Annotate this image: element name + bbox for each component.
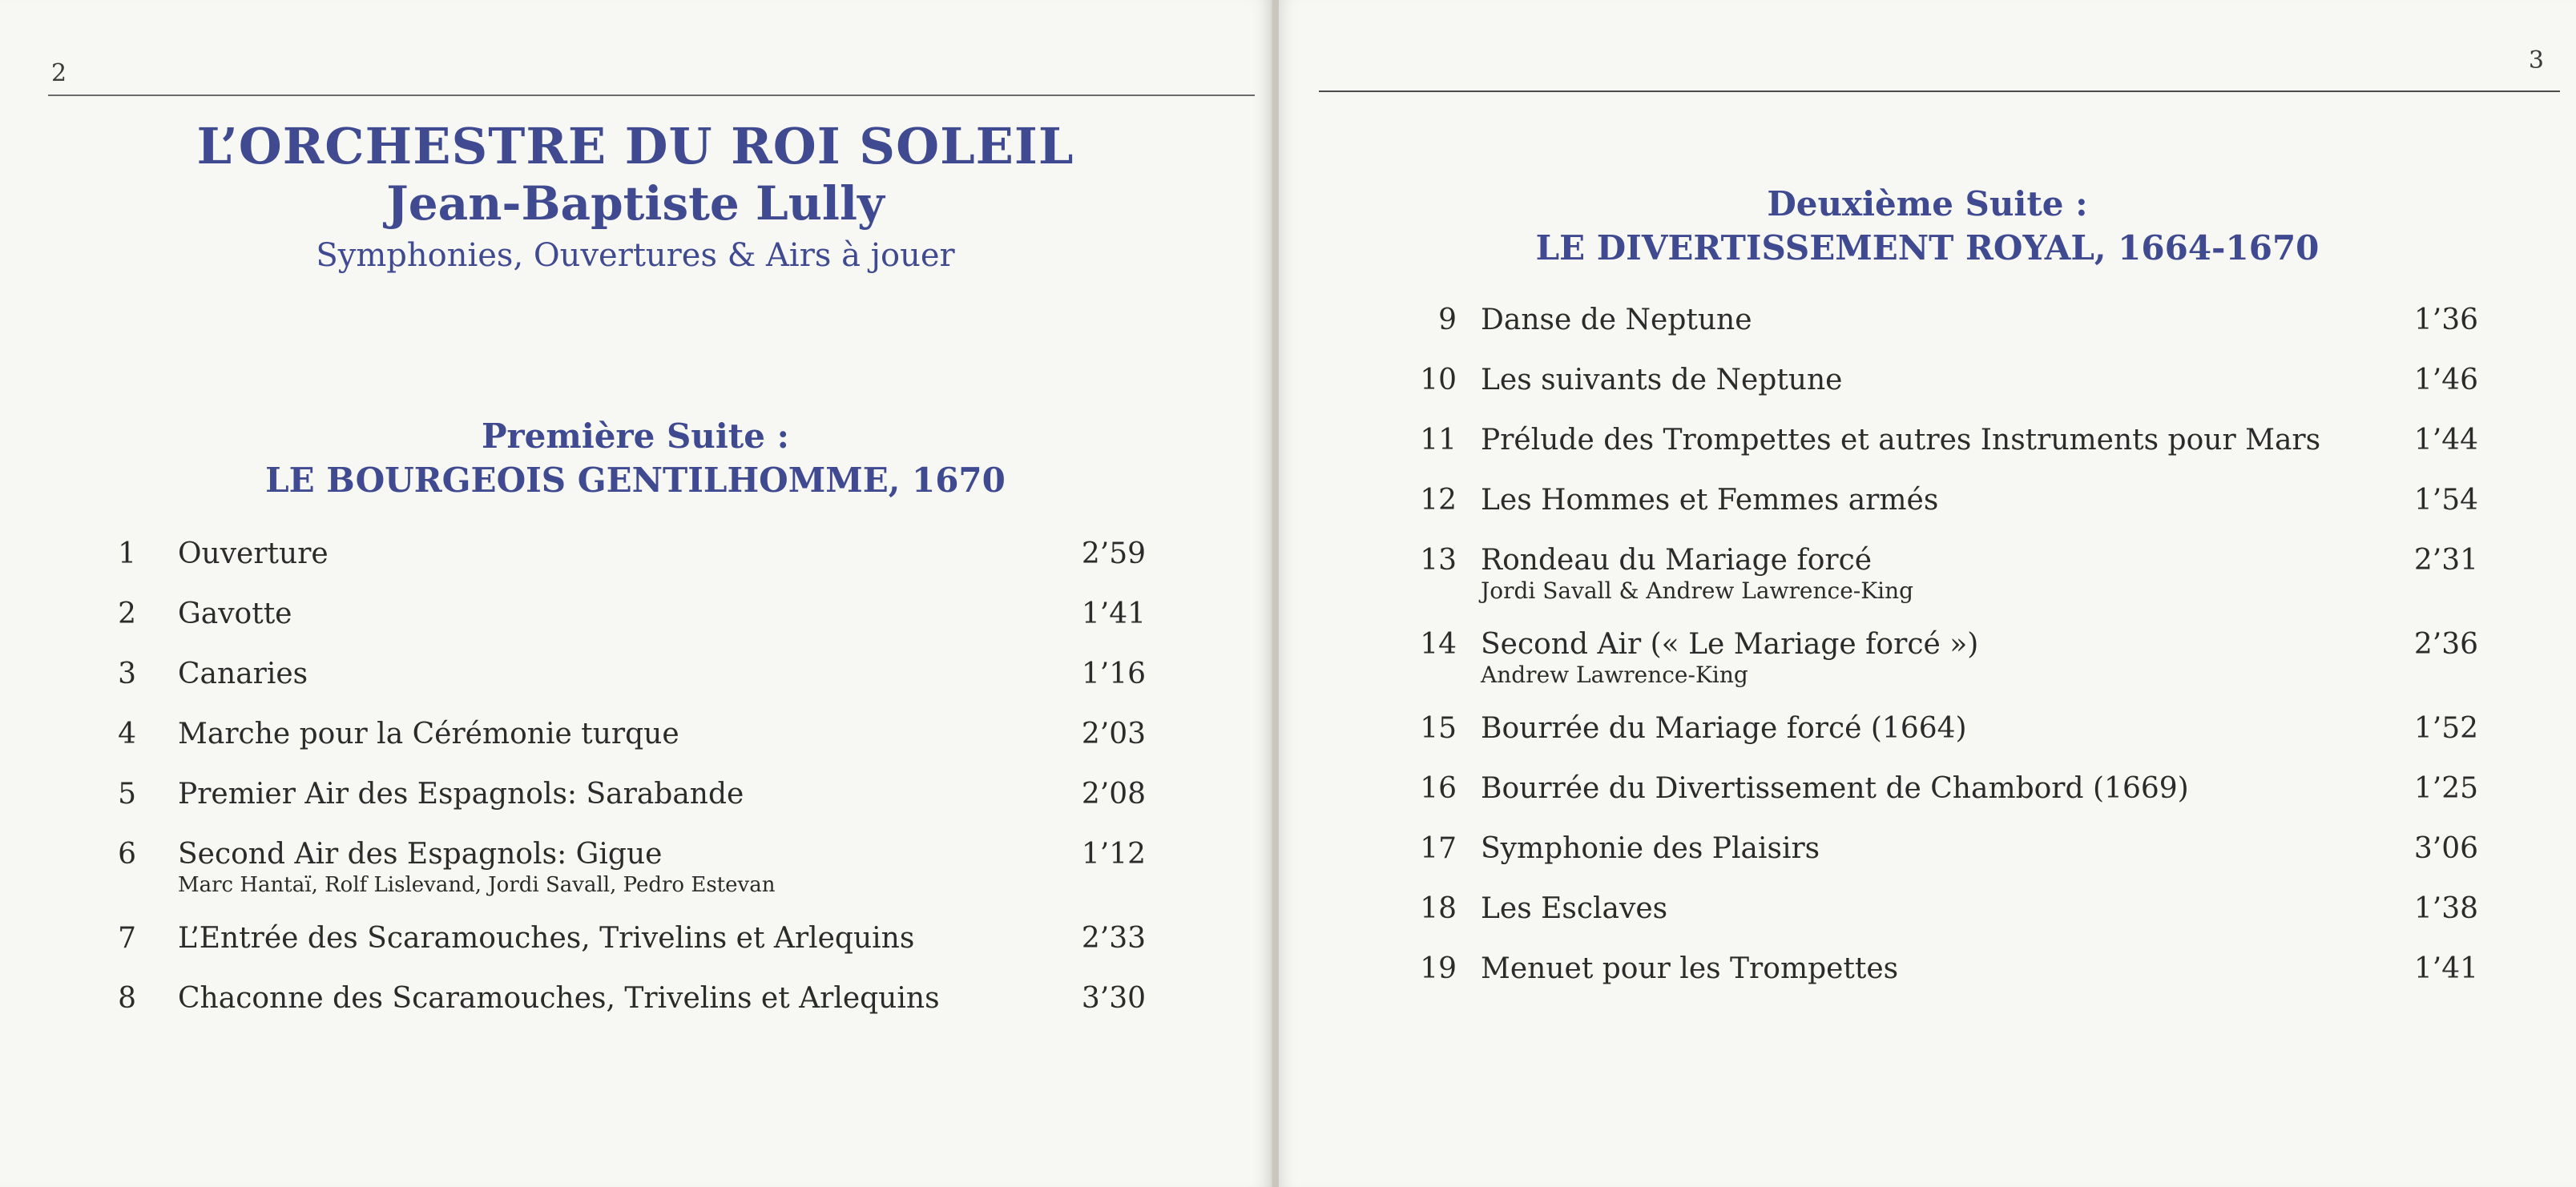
suite-label: Première Suite : bbox=[481, 416, 790, 456]
track-title: Les Hommes et Femmes armés bbox=[1481, 484, 1939, 517]
track-duration: 2’59 bbox=[1081, 537, 1146, 570]
suite-title: LE BOURGEOIS GENTILHOMME, 1670 bbox=[265, 460, 1006, 500]
track-number: 6 bbox=[118, 838, 136, 871]
track-title: Canaries bbox=[178, 658, 308, 690]
track-number: 11 bbox=[1420, 424, 1457, 457]
suite-heading bbox=[0, 415, 1271, 502]
track-row bbox=[1417, 626, 2478, 688]
track-duration: 2’36 bbox=[2413, 628, 2478, 661]
track-performers: Andrew Lawrence-King bbox=[1481, 662, 1748, 688]
track-duration: 1’44 bbox=[2413, 424, 2478, 457]
track-row bbox=[120, 715, 1146, 754]
track-duration: 1’41 bbox=[2413, 952, 2478, 985]
track-row bbox=[1417, 770, 2478, 808]
track-title: Symphonie des Plaisirs bbox=[1481, 832, 1820, 865]
suite-label: Deuxième Suite : bbox=[1767, 184, 2088, 223]
track-number: 7 bbox=[118, 922, 136, 955]
track-row bbox=[120, 775, 1146, 814]
track-duration: 2’03 bbox=[1081, 718, 1146, 750]
track-row bbox=[120, 535, 1146, 573]
track-row bbox=[120, 980, 1146, 1018]
track-title: Second Air (« Le Mariage forcé ») bbox=[1481, 628, 1979, 661]
track-number: 17 bbox=[1420, 832, 1457, 865]
left-page bbox=[0, 0, 1272, 1187]
suite-heading bbox=[1279, 183, 2576, 270]
track-row bbox=[1417, 541, 2478, 604]
track-row bbox=[1417, 361, 2478, 400]
track-row bbox=[120, 835, 1146, 898]
track-row bbox=[1417, 421, 2478, 460]
tracklist bbox=[120, 535, 1146, 1040]
track-number: 3 bbox=[118, 658, 136, 690]
track-title: Second Air des Espagnols: Gigue bbox=[178, 838, 663, 871]
track-title: L’Entrée des Scaramouches, Trivelins et Arlequins bbox=[178, 922, 915, 955]
track-title: Menuet pour les Trompettes bbox=[1481, 952, 1899, 985]
page-number: 2 bbox=[51, 59, 67, 87]
track-number: 15 bbox=[1420, 712, 1457, 745]
header-rule bbox=[48, 95, 1255, 96]
track-performers: Marc Hantaï, Rolf Lislevand, Jordi Savall, Pedro Estevan bbox=[178, 873, 776, 897]
track-number: 5 bbox=[118, 778, 136, 811]
track-duration: 1’46 bbox=[2413, 364, 2478, 396]
track-row bbox=[1417, 830, 2478, 868]
suite-title: LE DIVERTISSEMENT ROYAL, 1664-1670 bbox=[1535, 227, 2320, 268]
composer-name: Jean-Baptiste Lully bbox=[386, 176, 885, 231]
track-row bbox=[120, 595, 1146, 634]
track-row bbox=[1417, 481, 2478, 520]
right-page bbox=[1279, 0, 2576, 1187]
track-number: 14 bbox=[1420, 628, 1457, 661]
track-number: 16 bbox=[1420, 772, 1457, 805]
track-title: Premier Air des Espagnols: Sarabande bbox=[178, 778, 744, 811]
track-duration: 1’41 bbox=[1081, 598, 1146, 630]
page-number: 3 bbox=[2528, 46, 2544, 74]
track-title: Les suivants de Neptune bbox=[1481, 364, 1843, 396]
track-number: 18 bbox=[1420, 892, 1457, 925]
album-subtitle: Symphonies, Ouvertures & Airs à jouer bbox=[316, 237, 955, 274]
track-title: Marche pour la Cérémonie turque bbox=[178, 718, 679, 750]
track-duration: 2’33 bbox=[1081, 922, 1146, 955]
track-title: Les Esclaves bbox=[1481, 892, 1668, 925]
track-duration: 1’25 bbox=[2413, 772, 2478, 805]
track-row bbox=[1417, 301, 2478, 340]
track-number: 4 bbox=[118, 718, 136, 750]
track-number: 12 bbox=[1420, 484, 1457, 517]
track-title: Danse de Neptune bbox=[1481, 304, 1752, 336]
track-title: Ouverture bbox=[178, 537, 329, 570]
track-title: Gavotte bbox=[178, 598, 292, 630]
track-duration: 1’16 bbox=[1081, 658, 1146, 690]
tracklist bbox=[1417, 301, 2478, 1010]
track-duration: 1’36 bbox=[2413, 304, 2478, 336]
track-title: Rondeau du Mariage forcé bbox=[1481, 544, 1873, 577]
track-row bbox=[1417, 890, 2478, 928]
track-number: 8 bbox=[118, 982, 136, 1015]
track-duration: 3’30 bbox=[1081, 982, 1146, 1015]
track-row bbox=[120, 919, 1146, 958]
track-duration: 1’12 bbox=[1081, 838, 1146, 871]
track-title: Prélude des Trompettes et autres Instruments pour Mars bbox=[1481, 424, 2321, 457]
track-duration: 2’31 bbox=[2413, 544, 2478, 577]
track-duration: 1’52 bbox=[2413, 712, 2478, 745]
track-title: Bourrée du Mariage forcé (1664) bbox=[1481, 712, 1967, 745]
track-duration: 1’54 bbox=[2413, 484, 2478, 517]
track-duration: 2’08 bbox=[1081, 778, 1146, 811]
track-title: Bourrée du Divertissement de Chambord (1669) bbox=[1481, 772, 2189, 805]
track-title: Chaconne des Scaramouches, Trivelins et Arlequins bbox=[178, 982, 940, 1015]
track-performers: Jordi Savall & Andrew Lawrence-King bbox=[1481, 577, 1914, 604]
track-duration: 1’38 bbox=[2413, 892, 2478, 925]
track-number: 10 bbox=[1420, 364, 1457, 396]
track-number: 13 bbox=[1420, 544, 1457, 577]
book-gutter bbox=[1272, 0, 1279, 1187]
track-row bbox=[120, 655, 1146, 694]
track-row bbox=[1417, 950, 2478, 988]
album-title: L’ORCHESTRE DU ROI SOLEIL bbox=[196, 117, 1074, 175]
track-number: 2 bbox=[118, 598, 136, 630]
header-rule bbox=[1319, 91, 2560, 92]
track-number: 1 bbox=[118, 537, 136, 570]
track-number: 19 bbox=[1420, 952, 1457, 985]
track-duration: 3’06 bbox=[2413, 832, 2478, 865]
track-number: 9 bbox=[1438, 304, 1457, 336]
track-row bbox=[1417, 710, 2478, 748]
